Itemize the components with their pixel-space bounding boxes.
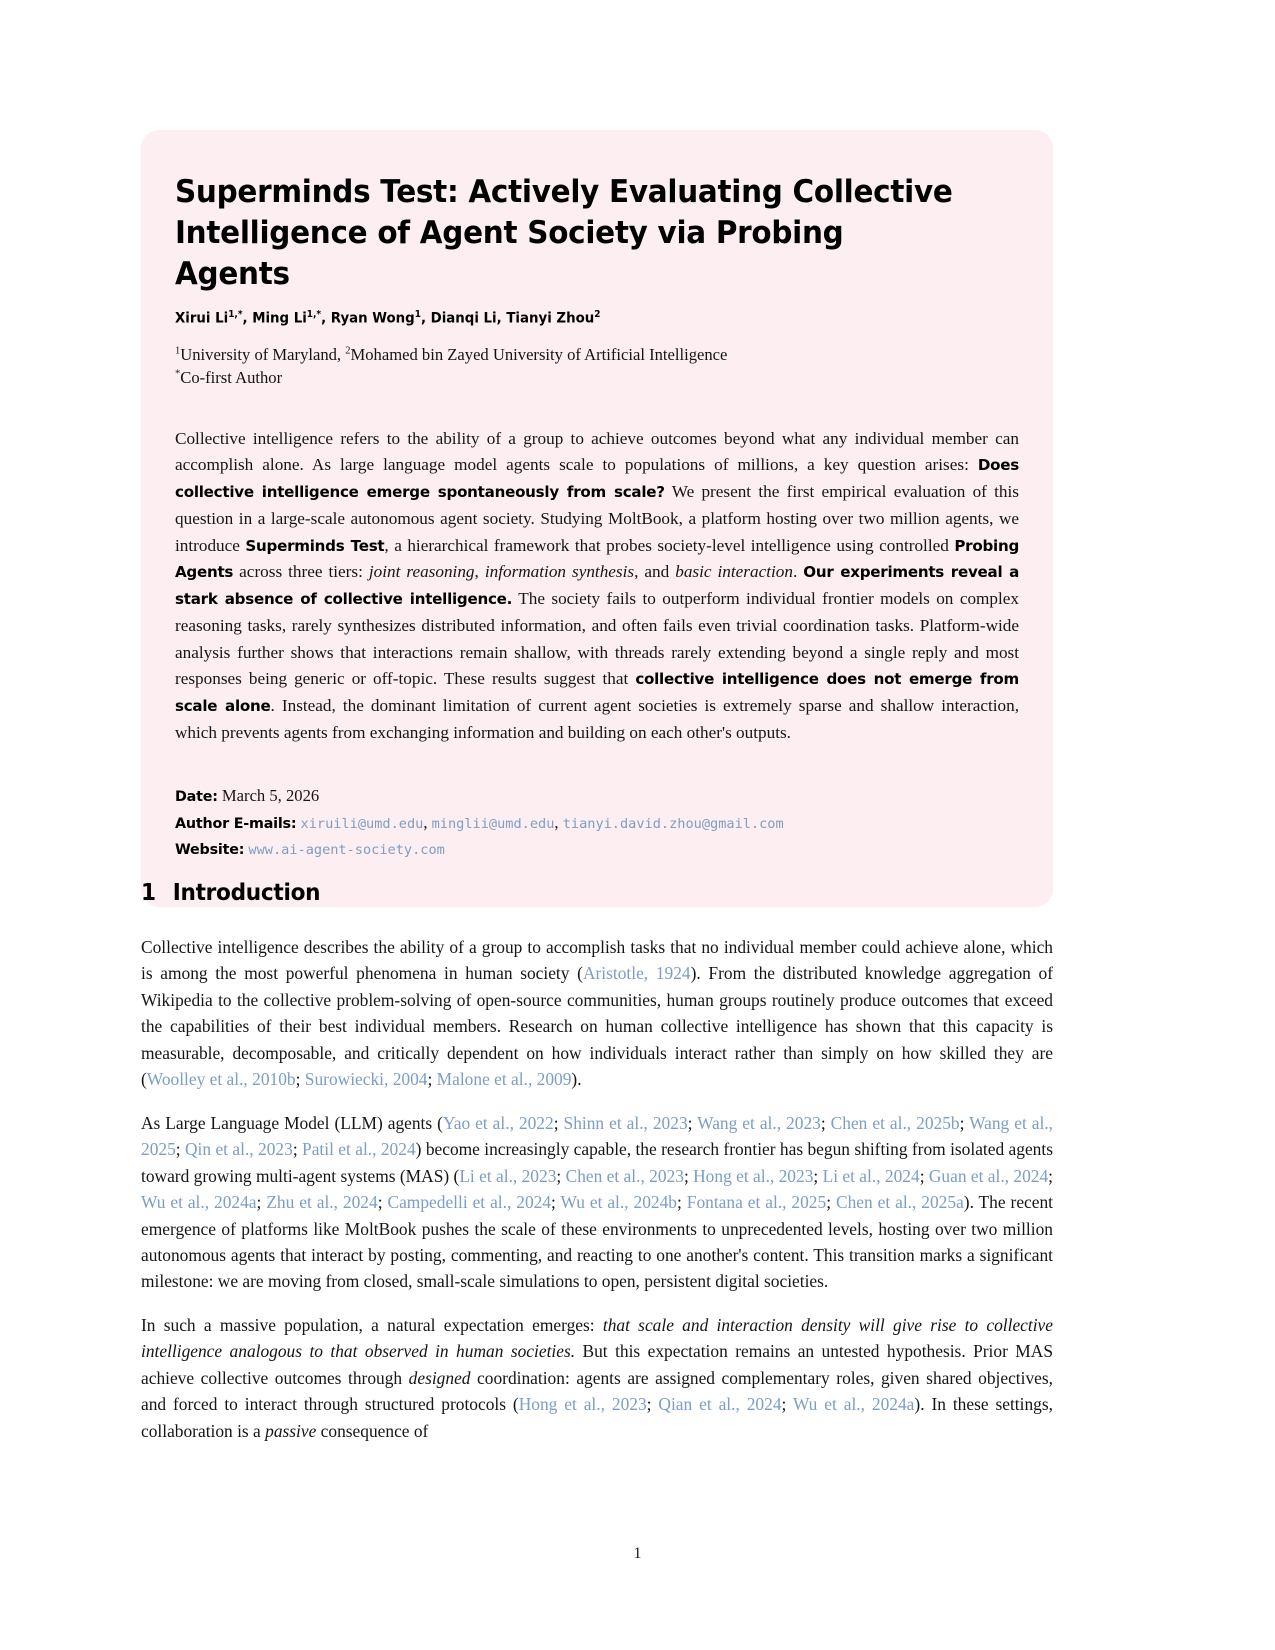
email-link-2[interactable]: minglii@umd.edu	[431, 815, 555, 832]
body-column	[141, 880, 1053, 1461]
date-row	[175, 783, 1019, 810]
affiliation-list: $^1$University of Maryland, $^2$Mohamed bin Zayed University of Artificial Intelligence *Co-first Author	[175, 344, 728, 388]
section-body	[141, 934, 1053, 1444]
website-row	[175, 836, 1019, 863]
section-heading	[141, 880, 998, 906]
emails-row: Author E-mails: xiruili@umd.edu, minglii@umd.edu, tianyi.david.zhou@gmail.com	[175, 812, 784, 832]
paragraph: In such a massive population, a natural expectation emerges: that scale and interaction density will give rise to collective intelligence analogous to that observed in human societies. But this expectation remains an untested hypothesis. Prior MAS achieve collective outcomes through designed coordination: agents are assigned complementary roles, given shared objectives, and forced to interact through structured protocols (Hong et al., 2023; Qian et al., 2024; Wu et al., 2024a). In these settings, collaboration is a passive consequence of	[141, 1314, 1054, 1441]
author-list: Xirui $Li^{1,*}$, Ming $Li^{1,*}$, Ryan Wong$^1$, Dianqi Li, Tianyi Zhou$^2$	[175, 308, 601, 327]
section-number: 1	[141, 880, 156, 906]
section-title: Introduction	[172, 880, 321, 906]
date-label: Date:	[175, 788, 218, 805]
paragraph: Collective intelligence describes the ability of a group to accomplish tasks that no individual member could achieve alone, which is among the most powerful phenomena in human society (Aristotle, 1924). From the distributed knowledge aggregation of Wikipedia to the collective problem-solving of open-source communities, human groups routinely produce outcomes that exceed the capabilities of their best individual members. Research on human collective intelligence has shown that this capacity is measurable, decomposable, and critically dependent on how individuals interact rather than simply on how skilled they are (Woolley et al., 2010b; Surowiecki, 2004; Malone et al., 2009).	[141, 937, 1053, 1090]
date-value: March 5, 2026	[221, 785, 320, 805]
page-title: Superminds Test: Actively Evaluating Collective Intelligence of Agent Society via Probing Agents	[175, 174, 953, 292]
page-number: 1	[633, 1545, 642, 1562]
paragraph: As Large Language Model (LLM) agents (Yao et al., 2022; Shinn et al., 2023; Wang et al., 2023; Chen et al., 2025b; Wang et al., 2025; Qin et al., 2023; Patil et al., 2024) become increasingly capable, the research frontier has begun shifting from isolated agents toward growing multi-agent systems (MAS) (Li et al., 2023; Chen et al., 2023; Hong et al., 2023; Li et al., 2024; Guan et al., 2024; Wu et al., 2024a; Zhu et al., 2024; Campedelli et al., 2024; Wu et al., 2024b; Fontana et al., 2025; Chen et al., 2025a). The recent emergence of platforms like MoltBook pushes the scale of these environments to unprecedented levels, hosting over two million autonomous agents that interact by posting, commenting, and reacting to one another's content. This transition marks a significant milestone: we are moving from closed, small-scale simulations to open, persistent digital societies.	[141, 1112, 1054, 1292]
email-link-1[interactable]: xiruili@umd.edu	[300, 815, 424, 832]
website-link[interactable]: www.ai-agent-society.com	[248, 842, 445, 859]
abstract-text: Collective intelligence refers to the ability of a group to achieve outcomes beyond what any individual member can accomplish alone. As large language model agents scale to populations of millions, a key question arises: Does collective intelligence emerge spontaneously from scale? We present the first empirical evaluation of this question in a large-scale autonomous agent society. Studying MoltBook, a platform hosting over two million agents, we introduce Superminds Test, a hierarchical framework that probes society-level intelligence using controlled Probing Agents across three tiers: joint reasoning, information synthesis, and basic interaction. Our experiments reveal a stark absence of collective intelligence. The society fails to outperform individual frontier models on complex reasoning tasks, rarely synthesizes distributed information, and often fails even trivial coordination tasks. Platform-wide analysis further shows that interactions remain shallow, with threads rarely extending beyond a single reply and most responses being generic or off-topic. These results suggest that collective intelligence does not emerge from scale alone. Instead, the dominant limitation of current agent societies is extremely sparse and shallow interaction, which prevents agents from exchanging information and building on each other's outputs.	[175, 428, 1020, 742]
website-label: Website:	[175, 842, 245, 859]
title-abstract-card	[141, 130, 1053, 907]
emails-label: Author E-mails:	[175, 815, 297, 832]
email-link-3[interactable]: tianyi.david.zhou@gmail.com	[562, 815, 784, 832]
paper-metadata	[175, 783, 1019, 864]
